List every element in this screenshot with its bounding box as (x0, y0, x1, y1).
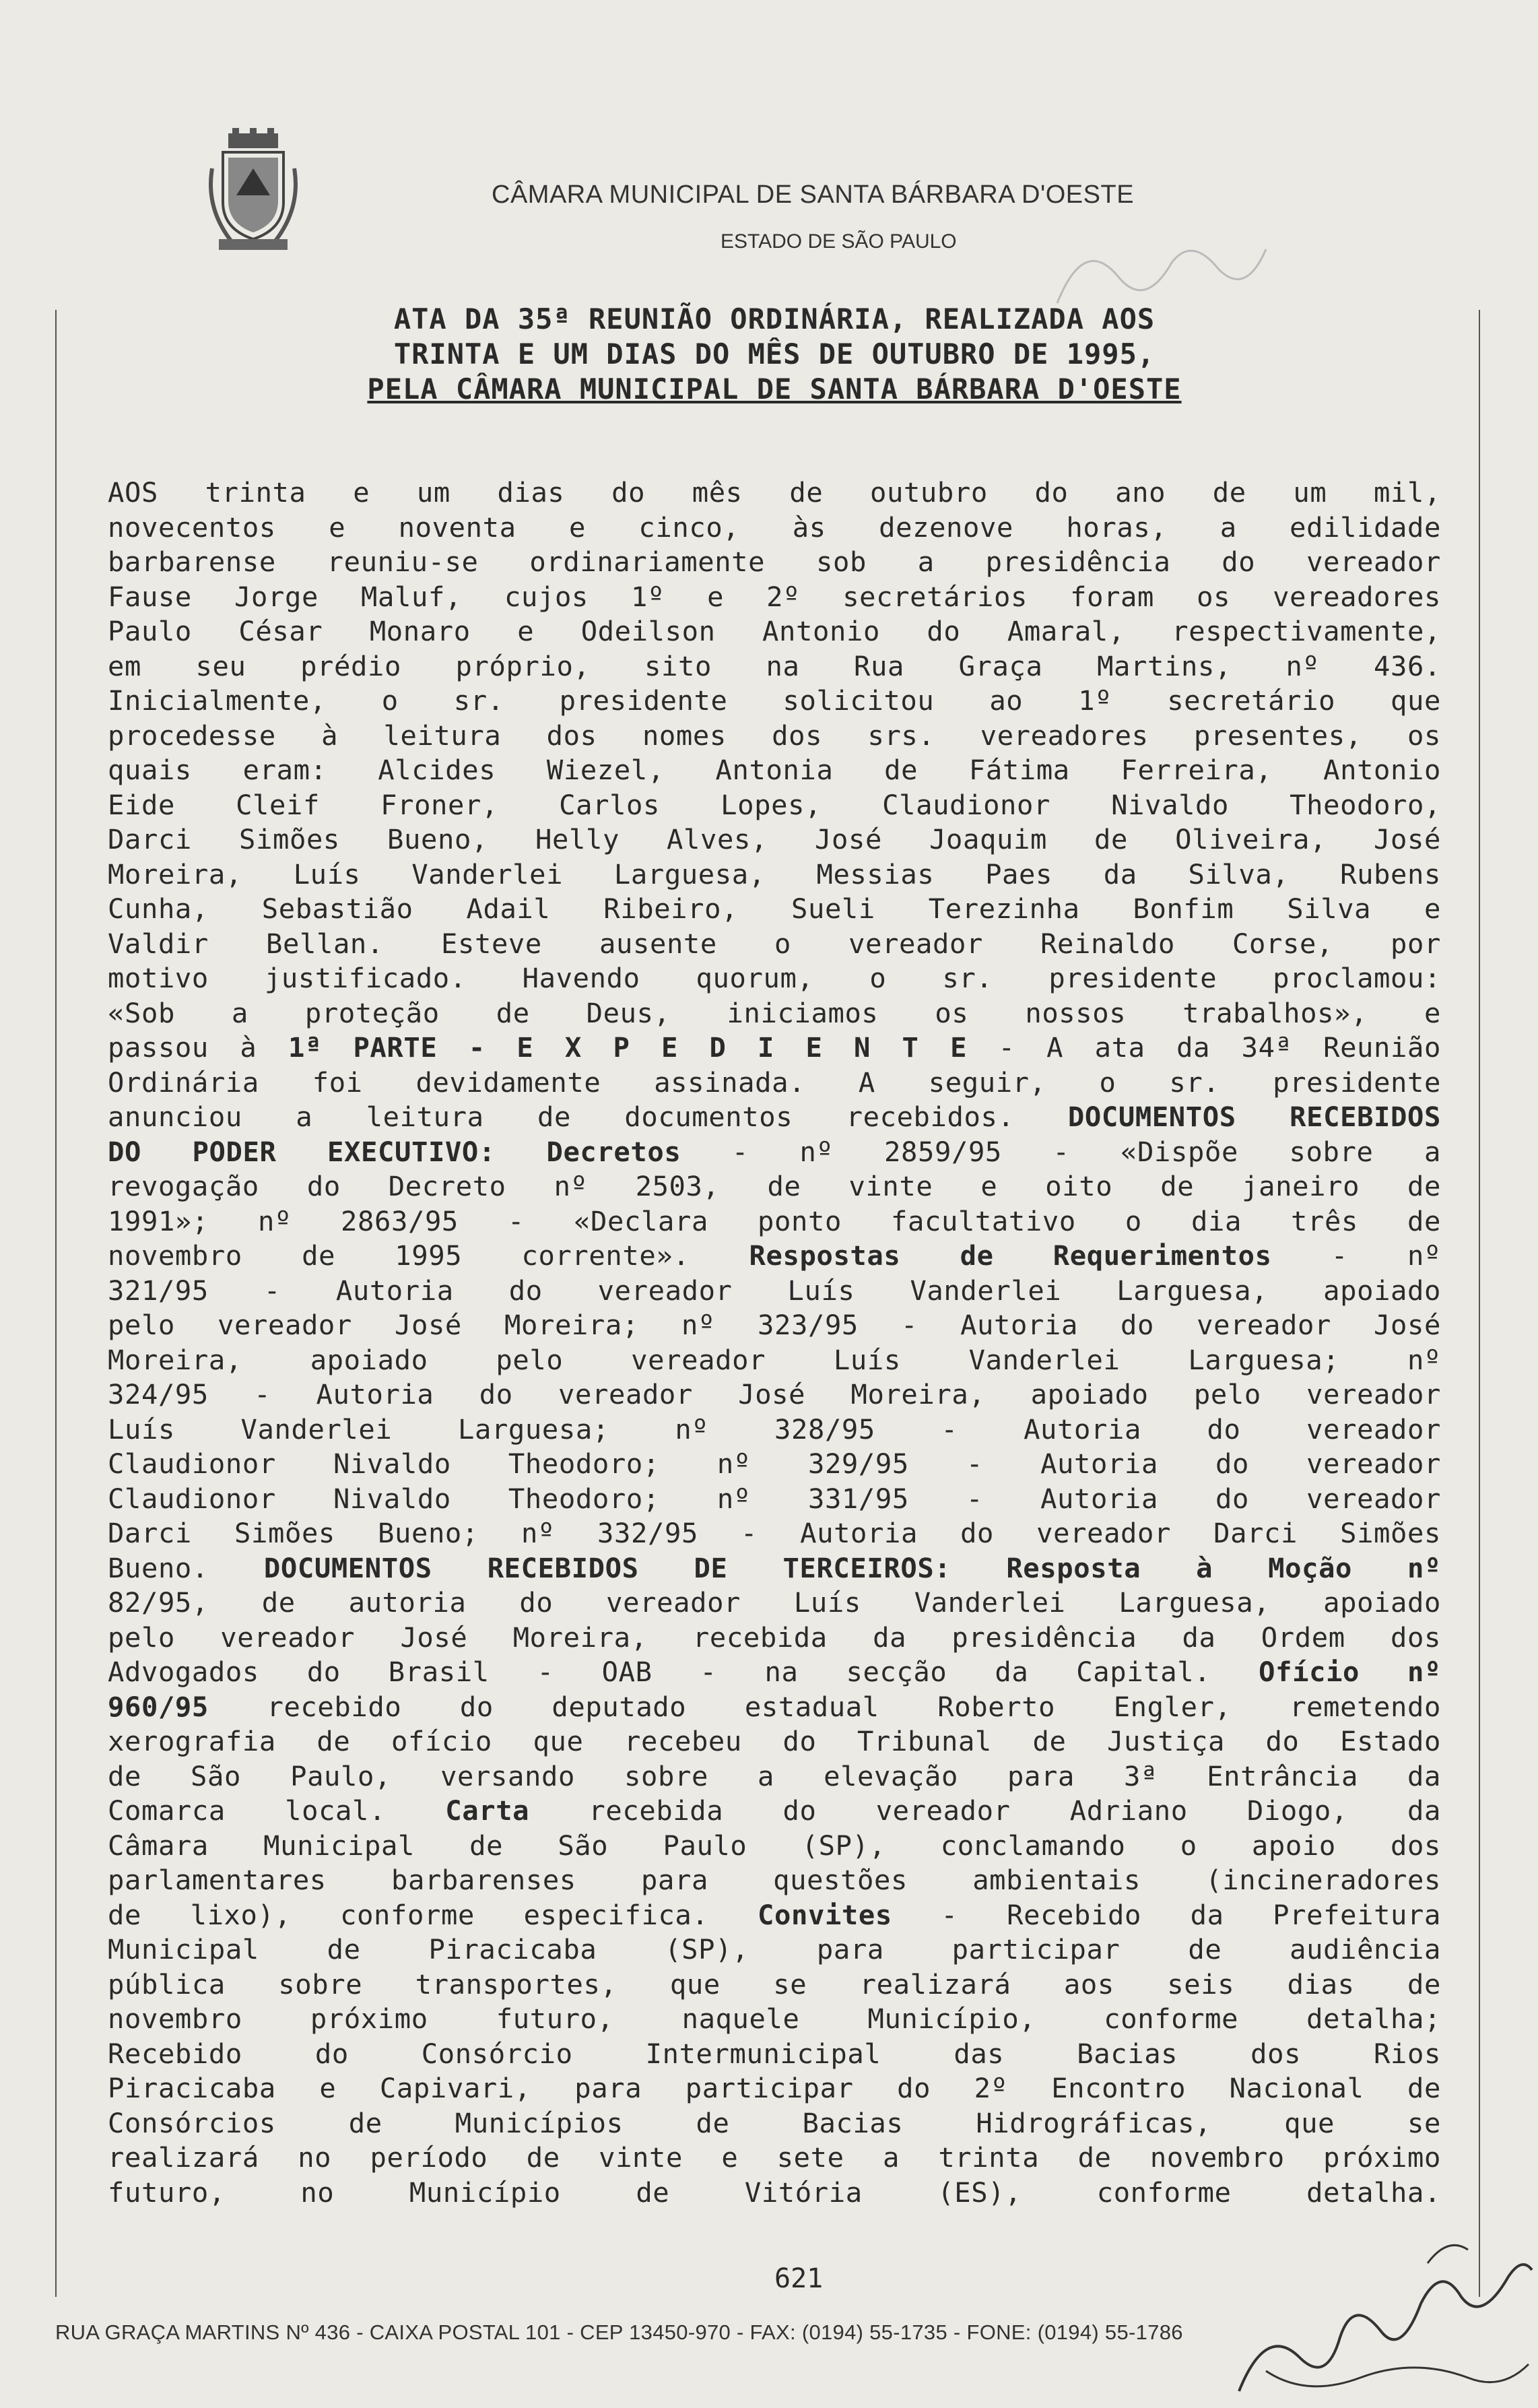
body-line: de lixo), conforme especifica. Convites - Recebido da Prefeitura (108, 1898, 1441, 1931)
title-line: ATA DA 35ª REUNIÃO ORDINÁRIA, REALIZADA AOS (393, 302, 1156, 335)
bold-heading: DO PODER EXECUTIVO: (108, 1135, 496, 1168)
minutes-title (108, 302, 1441, 407)
institution-name: CÂMARA MUNICIPAL DE SANTA BÁRBARA D'OESTE (492, 181, 1135, 209)
footer-address: RUA GRAÇA MARTINS Nº 436 - CAIXA POSTAL 101 - CEP 13450-970 - FAX: (0194) 55-1735 - FONE: (0194) 55-1786 (55, 2320, 1183, 2344)
title-line: PELA CÂMARA MUNICIPAL DE SANTA BÁRBARA D'OESTE (367, 372, 1182, 405)
body-line: procedesse à leitura dos nomes dos srs. vereadores presentes, os (108, 719, 1441, 752)
body-line: Darci Simões Bueno; nº 332/95 - Autoria do vereador Darci Simões (108, 1517, 1441, 1549)
body-line: Piracicaba e Capivari, para participar do 2º Encontro Nacional de (108, 2072, 1441, 2104)
body-line: pública sobre transportes, que se realizará aos seis dias de (108, 1967, 1441, 2000)
body-line: de São Paulo, versando sobre a elevação para 3ª Entrância da (108, 1759, 1441, 1792)
body-line: Moreira, Luís Vanderlei Larguesa, Messias Paes da Silva, Rubens (108, 857, 1441, 890)
bold-heading: DOCUMENTOS RECEBIDOS DE TERCEIROS: (263, 1551, 951, 1584)
body-line: novembro de 1995 corrente». Respostas de Requerimentos - nº (108, 1239, 1441, 1272)
body-line: Bueno. DOCUMENTOS RECEBIDOS DE TERCEIROS: Resposta à Moção nº (108, 1551, 1441, 1584)
body-line: Comarca local. Carta recebida do vereador Adriano Diogo, da (108, 1794, 1441, 1827)
body-line: anunciou a leitura de documentos recebidos. DOCUMENTOS RECEBIDOS (108, 1101, 1441, 1133)
body-line: Luís Vanderlei Larguesa; nº 328/95 - Autoria do vereador (108, 1412, 1441, 1445)
body-line: 1991»; nº 2863/95 - «Declara ponto facultativo o dia três de (108, 1204, 1441, 1237)
bold-heading: 960/95 (108, 1690, 209, 1723)
bold-heading: Convites (758, 1898, 892, 1931)
body-line: Cunha, Sebastião Adail Ribeiro, Sueli Terezinha Bonfim Silva e (108, 892, 1441, 925)
handwritten-signature (1226, 2223, 1535, 2405)
body-line: Fause Jorge Maluf, cujos 1º e 2º secretários foram os vereadores (108, 580, 1441, 613)
body-line: xerografia de ofício que recebeu do Tribunal de Justiça do Estado (108, 1725, 1441, 1757)
body-line: parlamentares barbarenses para questões ambientais (incineradores (108, 1864, 1441, 1896)
body-line: pelo vereador José Moreira; nº 323/95 - Autoria do vereador José (108, 1309, 1441, 1341)
body-line: Inicialmente, o sr. presidente solicitou ao 1º secretário que (108, 684, 1441, 717)
bold-heading: 1ª PARTE - E X P E D I E N T E (288, 1031, 968, 1064)
municipal-coat-of-arms-icon (205, 128, 301, 253)
bold-heading: Decretos (546, 1135, 681, 1168)
body-line: Claudionor Nivaldo Theodoro; nº 331/95 - Autoria do vereador (108, 1482, 1441, 1515)
body-line: pelo vereador José Moreira, recebida da presidência da Ordem dos (108, 1621, 1441, 1654)
body-line: futuro, no Município de Vitória (ES), conforme detalha. (108, 2176, 1441, 2209)
body-line: Advogados do Brasil - OAB - na secção da Capital. Ofício nº (108, 1656, 1441, 1688)
body-line: novecentos e noventa e cinco, às dezenove horas, a edilidade (108, 511, 1441, 544)
state-name: ESTADO DE SÃO PAULO (721, 230, 957, 253)
bold-heading: Ofício nº (1259, 1656, 1441, 1688)
body-line: motivo justificado. Havendo quorum, o sr. presidente proclamou: (108, 962, 1441, 994)
body-line: barbarense reuniu-se ordinariamente sob a presidência do vereador (108, 546, 1441, 578)
body-line: AOS trinta e um dias do mês de outubro do ano de um mil, (108, 476, 1441, 509)
body-line: novembro próximo futuro, naquele Município, conforme detalha; (108, 2003, 1441, 2035)
body-line: Municipal de Piracicaba (SP), para participar de audiência (108, 1933, 1441, 1965)
body-line: Consórcios de Municípios de Bacias Hidrográficas, que se (108, 2106, 1441, 2139)
frame-left-rule (55, 310, 57, 2297)
body-line: «Sob a proteção de Deus, iniciamos os nossos trabalhos», e (108, 996, 1441, 1029)
body-line: quais eram: Alcides Wiezel, Antonia de Fátima Ferreira, Antonio (108, 754, 1441, 786)
body-line: DO PODER EXECUTIVO: Decretos - nº 2859/95 - «Dispõe sobre a (108, 1135, 1441, 1168)
minutes-body (108, 476, 1441, 2210)
title-line: TRINTA E UM DIAS DO MÊS DE OUTUBRO DE 1995, (393, 337, 1156, 370)
body-line: revogação do Decreto nº 2503, de vinte e oito de janeiro de (108, 1170, 1441, 1202)
body-line: 321/95 - Autoria do vereador Luís Vanderlei Larguesa, apoiado (108, 1274, 1441, 1307)
body-line: Recebido do Consórcio Intermunicipal das Bacias dos Rios (108, 2037, 1441, 2070)
page-number: 621 (774, 2263, 824, 2294)
body-line: Darci Simões Bueno, Helly Alves, José Joaquim de Oliveira, José (108, 823, 1441, 855)
body-line: Câmara Municipal de São Paulo (SP), conclamando o apoio dos (108, 1829, 1441, 1862)
bold-heading: DOCUMENTOS RECEBIDOS (1067, 1101, 1441, 1133)
body-line: 324/95 - Autoria do vereador José Moreira, apoiado pelo vereador (108, 1378, 1441, 1410)
body-line: Claudionor Nivaldo Theodoro; nº 329/95 - Autoria do vereador (108, 1447, 1441, 1480)
body-line: Moreira, apoiado pelo vereador Luís Vanderlei Larguesa; nº (108, 1343, 1441, 1376)
body-line: Eide Cleif Froner, Carlos Lopes, Claudionor Nivaldo Theodoro, (108, 788, 1441, 821)
body-line: Paulo César Monaro e Odeilson Antonio do Amaral, respectivamente, (108, 615, 1441, 647)
body-line: em seu prédio próprio, sito na Rua Graça Martins, nº 436. (108, 649, 1441, 682)
body-line: 960/95 recebido do deputado estadual Roberto Engler, remetendo (108, 1690, 1441, 1723)
body-line: Ordinária foi devidamente assinada. A seguir, o sr. presidente (108, 1066, 1441, 1099)
bold-heading: Respostas de Requerimentos (749, 1239, 1272, 1272)
body-line: 82/95, de autoria do vereador Luís Vanderlei Larguesa, apoiado (108, 1586, 1441, 1619)
body-line: Valdir Bellan. Esteve ausente o vereador Reinaldo Corse, por (108, 927, 1441, 960)
body-line: realizará no período de vinte e sete a trinta de novembro próximo (108, 2141, 1441, 2174)
body-line: passou à 1ª PARTE - E X P E D I E N T E - A ata da 34ª Reunião (108, 1031, 1441, 1064)
bold-heading: Carta (445, 1794, 530, 1827)
frame-right-rule (1479, 310, 1480, 2297)
bold-heading: Resposta à Moção nº (1006, 1551, 1441, 1584)
